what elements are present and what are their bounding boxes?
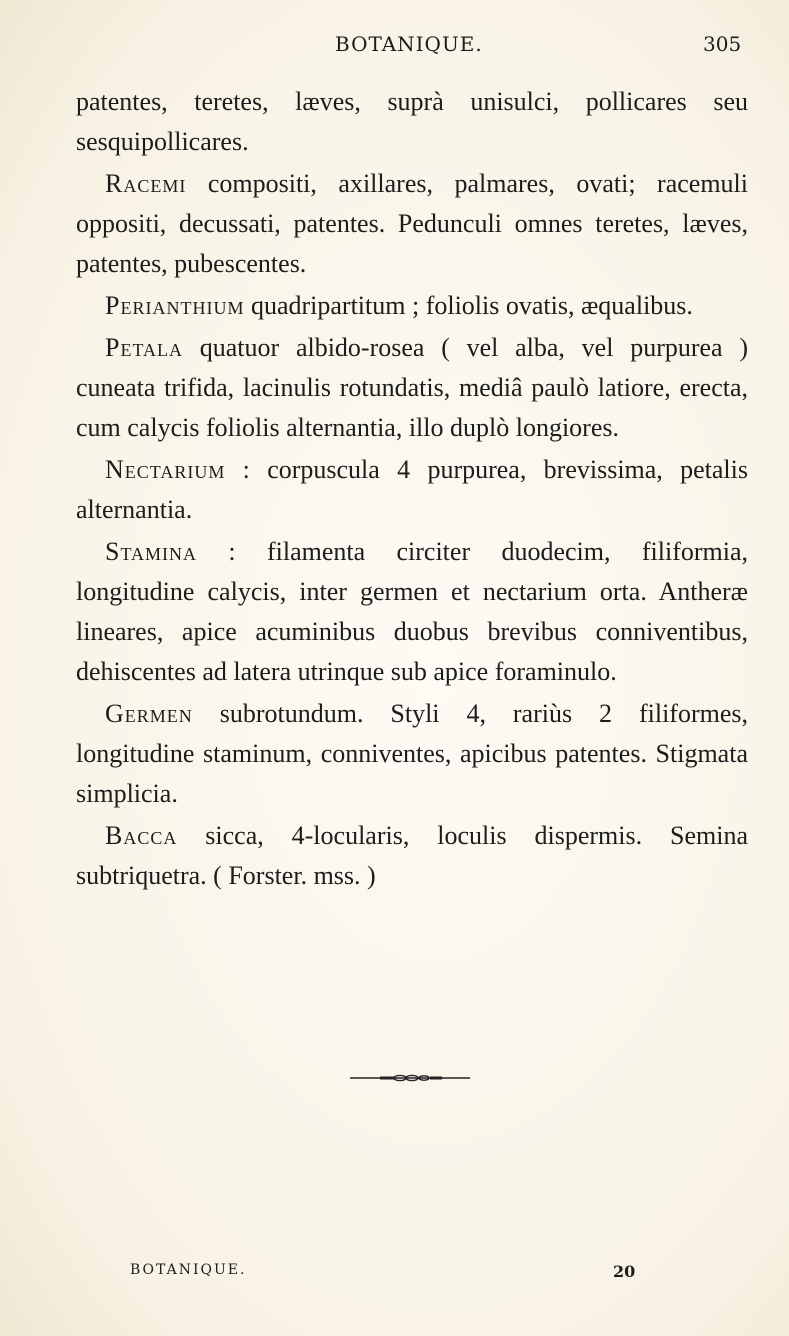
running-title: BOTANIQUE. [335,32,483,56]
term-racemi: Racemi [105,169,187,198]
paragraph-perianthium [76,286,748,326]
running-head [0,32,789,62]
paragraph-text: patentes, teretes, læves, suprà unisulci, pollicares seu sesquipollicares. [76,87,748,156]
printer-signature [0,1262,789,1286]
paragraph-bacca [76,816,748,896]
paragraph-continuation [76,82,748,162]
section-end-ornament [350,1070,470,1086]
paragraph-stamina [76,532,748,692]
paragraph-text: quadripartitum ; foliolis ovatis, æqualibus. [244,291,693,320]
term-stamina: Stamina [105,537,198,566]
paragraph-text: compositi, axillares, palmares, ovati; racemuli oppositi, decussati, patentes. Pedunculi omnes teretes, læves, patentes, pubescentes. [76,169,748,278]
paragraph-text: : filamenta circiter duodecim, filiformia, longitudine calycis, inter germen et nectarium orta. Antheræ lineares, apice acuminibus duobus brevibus conniventibus, dehiscentes ad latera utrinque sub apice foraminulo. [76,537,748,686]
paragraph-text: subrotundum. Styli 4, rariùs 2 filiformes, longitudine staminum, conniventes, apicibus patentes. Stigmata simplicia. [76,699,748,808]
term-nectarium: Nectarium [105,455,226,484]
paragraph-text: : corpuscula 4 purpurea, brevissima, petalis alternantia. [76,455,748,524]
page-number: 305 [703,32,742,56]
term-bacca: Bacca [105,821,178,850]
term-germen: Germen [105,699,193,728]
body-text [76,82,748,898]
paragraph-racemi [76,164,748,284]
paragraph-text: quatuor albido-rosea ( vel alba, vel purpurea ) cuneata trifida, lacinulis rotundatis, mediâ paulò latiore, erecta, cum calycis foliolis alternantia, illo duplò longiores. [76,333,748,442]
paragraph-germen [76,694,748,814]
signature-number: 20 [613,1262,636,1281]
term-petala: Petala [105,333,184,362]
paragraph-nectarium [76,450,748,530]
paragraph-text: sicca, 4-locularis, loculis dispermis. Semina subtriquetra. ( Forster. mss. ) [76,821,748,890]
paragraph-petala [76,328,748,448]
term-perianthium: Perianthium [105,291,245,320]
signature-label: BOTANIQUE. [130,1262,247,1278]
